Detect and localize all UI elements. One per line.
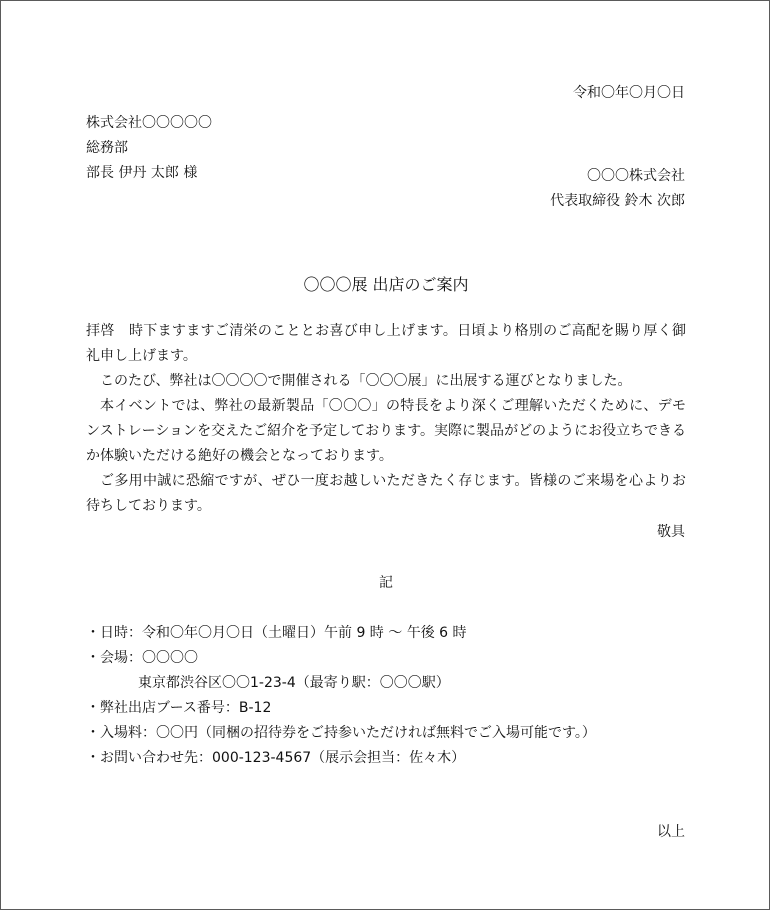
recipient-department: 総務部 (86, 140, 128, 156)
detail-venue: ・会場：〇〇〇〇 (86, 650, 198, 666)
closing-word: 敬具 (657, 524, 685, 540)
body-paragraph-event: 本イベントでは、弊社の最新製品「〇〇〇」の特長をより深くご理解いただくために、デモンストレーションを交えたご紹介を予定しております。実際に製品がどのようにお役立ちできるか体験いただける絶好の機会となっております。 (86, 398, 686, 464)
recipient-company: 株式会社〇〇〇〇〇 (86, 115, 212, 131)
detail-address: 東京都渋谷区〇〇1-23-4（最寄り駅：〇〇〇駅） (138, 675, 450, 691)
end-mark: 以上 (657, 824, 685, 840)
ki-heading: 記 (379, 575, 393, 591)
sender-company: 〇〇〇株式会社 (587, 168, 685, 184)
sender-block (550, 164, 685, 214)
letter-date: 令和〇年〇月〇日 (573, 85, 685, 101)
detail-booth: ・弊社出店ブース番号：B-12 (86, 700, 272, 716)
detail-fee: ・入場料：〇〇円（同梱の招待券をご持参いただければ無料でご入場可能です。） (86, 725, 596, 741)
body-paragraph-greeting: 拝啓 時下ますますご清栄のこととお喜び申し上げます。日頃より格別のご高配を賜り厚く御礼申し上げます。 (86, 323, 686, 364)
details-list (86, 621, 696, 771)
body-paragraph-invitation: ご多用中誠に恐縮ですが、ぜひ一度お越しいただきたく存じます。皆様のご来場を心よりお待ちしております。 (86, 473, 686, 514)
recipient-person: 部長 伊丹 太郎 様 (86, 165, 198, 181)
letter-body (86, 319, 686, 519)
body-paragraph-announcement: このたび、弊社は〇〇〇〇で開催される「〇〇〇展」に出展する運びとなりました。 (100, 373, 632, 389)
detail-contact: ・お問い合わせ先：000-123-4567（展示会担当：佐々木） (86, 750, 466, 766)
letter-subject: 〇〇〇展 出店のご案内 (303, 275, 469, 294)
detail-datetime: ・日時：令和〇年〇月〇日（土曜日）午前 9 時 〜 午後 6 時 (86, 625, 467, 641)
sender-person: 代表取締役 鈴木 次郎 (550, 193, 685, 209)
recipient-block (86, 111, 212, 186)
